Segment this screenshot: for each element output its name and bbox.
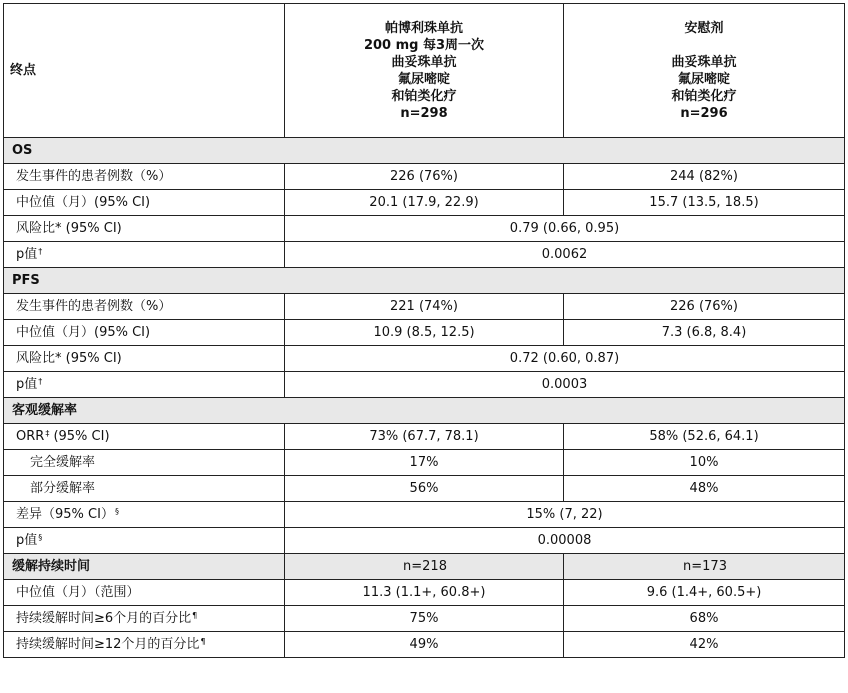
combined-value: 0.00008 xyxy=(285,528,845,554)
row-label: 完全缓解率 xyxy=(4,450,285,476)
table-row xyxy=(4,632,845,658)
arm1-header-line: n=298 xyxy=(400,105,448,121)
footnote-mark: § xyxy=(38,532,43,542)
arm2-value: 68% xyxy=(564,606,845,632)
section-title: 客观缓解率 xyxy=(4,398,845,424)
footnote-mark: ‡ xyxy=(45,428,50,438)
dor-section-row xyxy=(4,554,845,580)
table-row xyxy=(4,294,845,320)
row-label: 持续缓解时间≥12个月的百分比¶ xyxy=(4,632,285,658)
row-label: 发生事件的患者例数（%） xyxy=(4,294,285,320)
orr-section-row xyxy=(4,398,845,424)
arm1-header-line: 曲妥珠单抗 xyxy=(391,54,457,70)
arm2-value: n=173 xyxy=(564,554,845,580)
arm2-value: 244 (82%) xyxy=(564,164,845,190)
row-label: 持续缓解时间≥6个月的百分比¶ xyxy=(4,606,285,632)
arm1-value: 10.9 (8.5, 12.5) xyxy=(285,320,564,346)
arm1-header-line: 氟尿嘧啶 xyxy=(397,71,450,87)
section-title: PFS xyxy=(4,268,845,294)
os-section-row xyxy=(4,138,845,164)
arm2-header-line: 曲妥珠单抗 xyxy=(671,54,737,70)
footnote-mark: ¶ xyxy=(200,636,206,646)
efficacy-endpoints-table xyxy=(3,3,845,658)
footnote-mark: § xyxy=(114,506,119,516)
footnote-mark: † xyxy=(38,376,43,386)
row-label: 发生事件的患者例数（%） xyxy=(4,164,285,190)
section-title: 缓解持续时间 xyxy=(4,554,285,580)
row-label: 中位值（月）(95% CI) xyxy=(4,320,285,346)
footnote-mark: * xyxy=(55,350,62,366)
arm2-value: 10% xyxy=(564,450,845,476)
table-row xyxy=(4,164,845,190)
combined-value: 0.79 (0.66, 0.95) xyxy=(285,216,845,242)
footnote-mark: * xyxy=(55,220,62,236)
arm1-value: 11.3 (1.1+, 60.8+) xyxy=(285,580,564,606)
table-row xyxy=(4,320,845,346)
arm2-header-line xyxy=(570,37,838,54)
table-row xyxy=(4,372,845,398)
combined-value: 0.0062 xyxy=(285,242,845,268)
row-label: 中位值（月）(95% CI) xyxy=(4,190,285,216)
pfs-section-row xyxy=(4,268,845,294)
endpoint-header: 终点 xyxy=(4,4,285,138)
arm1-value: n=218 xyxy=(285,554,564,580)
table-row xyxy=(4,450,845,476)
arm1-value: 226 (76%) xyxy=(285,164,564,190)
arm1-value: 56% xyxy=(285,476,564,502)
table-row xyxy=(4,346,845,372)
arm1-value: 17% xyxy=(285,450,564,476)
arm1-header-line: 和铂类化疗 xyxy=(391,88,457,104)
arm1-value: 73% (67.7, 78.1) xyxy=(285,424,564,450)
section-title: OS xyxy=(4,138,845,164)
arm2-header-line: n=296 xyxy=(680,105,728,121)
table-row xyxy=(4,606,845,632)
arm2-value: 58% (52.6, 64.1) xyxy=(564,424,845,450)
arm1-header xyxy=(285,4,564,138)
row-label: 风险比* (95% CI) xyxy=(4,216,285,242)
footnote-mark: † xyxy=(38,246,43,256)
arm1-header-line: 帕博利珠单抗 xyxy=(384,20,463,36)
table-row xyxy=(4,216,845,242)
arm2-value: 226 (76%) xyxy=(564,294,845,320)
row-label: 差异（95% CI）§ xyxy=(4,502,285,528)
row-label: p值† xyxy=(4,372,285,398)
footnote-mark: ¶ xyxy=(192,610,198,620)
arm2-header-line: 氟尿嘧啶 xyxy=(677,71,730,87)
arm1-header-line: 200 mg 每3周一次 xyxy=(363,37,485,53)
table-header-row xyxy=(4,4,845,138)
arm2-header xyxy=(564,4,845,138)
table-row xyxy=(4,424,845,450)
arm2-value: 15.7 (13.5, 18.5) xyxy=(564,190,845,216)
arm2-header-line: 安慰剂 xyxy=(684,20,724,36)
table-row xyxy=(4,190,845,216)
arm2-value: 9.6 (1.4+, 60.5+) xyxy=(564,580,845,606)
arm2-value: 48% xyxy=(564,476,845,502)
row-label: p值§ xyxy=(4,528,285,554)
arm2-value: 7.3 (6.8, 8.4) xyxy=(564,320,845,346)
table-row xyxy=(4,580,845,606)
arm2-value: 42% xyxy=(564,632,845,658)
combined-value: 0.0003 xyxy=(285,372,845,398)
row-label: ORR‡ (95% CI) xyxy=(4,424,285,450)
arm1-value: 49% xyxy=(285,632,564,658)
arm1-value: 221 (74%) xyxy=(285,294,564,320)
combined-value: 0.72 (0.60, 0.87) xyxy=(285,346,845,372)
row-label: 部分缓解率 xyxy=(4,476,285,502)
arm1-value: 20.1 (17.9, 22.9) xyxy=(285,190,564,216)
row-label: 风险比* (95% CI) xyxy=(4,346,285,372)
combined-value: 15% (7, 22) xyxy=(285,502,845,528)
table-row xyxy=(4,502,845,528)
row-label: 中位值（月）（范围） xyxy=(4,580,285,606)
arm2-header-line: 和铂类化疗 xyxy=(671,88,737,104)
table-row xyxy=(4,476,845,502)
arm1-value: 75% xyxy=(285,606,564,632)
table-row xyxy=(4,242,845,268)
table-row xyxy=(4,528,845,554)
row-label: p值† xyxy=(4,242,285,268)
